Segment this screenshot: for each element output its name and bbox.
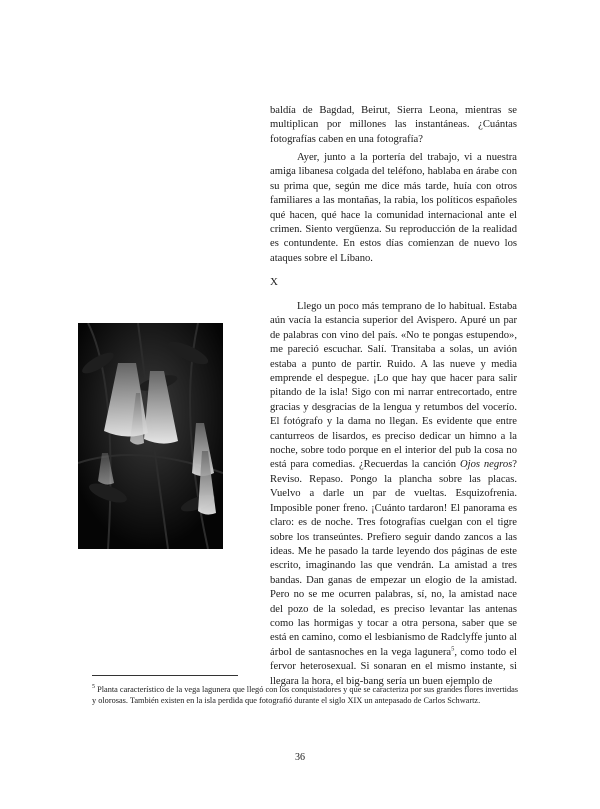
footnote-mark: 5 — [92, 684, 95, 690]
paragraph-3-part-b: ? Reviso. Repaso. Pongo la plancha sobre las placas. Vuelvo a darle un par de vueltas. Esquizofrenia. Imposible poner freno. ¡Cuánto tardaron! El panorama es claro: es de noche. Tres fotografías cuelgan con el tigre sobre los transeúntes. Prefiero seguir dando zancos a las ideas. Me he pasado la tarde leyendo dos páginas de este escrito, imaginando las que vendrán. La amistad a tres bandas. Dan ganas de empezar un elogio de la amistad. Pero no se me ocurren palabras, sí, no, la amistad nace del pozo de la soledad, es preciso levantar las antenas como las hormigas y tocar a otra persona, saber que se está en camino, como el lesbianismo de Radclyffe junto al árbol de santasnoches en la vega lagunera — [270, 459, 517, 658]
paragraph-1 — [270, 104, 517, 147]
song-title: Ojos negros — [459, 459, 513, 471]
photo-flowers-icon — [78, 323, 223, 549]
paragraph-2 — [270, 151, 517, 266]
footnote — [92, 682, 518, 706]
paragraph-3-text — [270, 300, 517, 689]
footnote-text: Planta característico de la vega lagunera que llegó con los conquistadores y que se caracteriza por sus grandes flores invertidas y olorosas. También existen en la isla perdida que fotografió durante el siglo XIX un antepasado de Carlos Schwartz. — [92, 684, 518, 705]
paragraph-3 — [270, 300, 517, 689]
page-number: 36 — [295, 752, 305, 763]
section-heading: X — [270, 276, 278, 288]
footnote-divider — [92, 675, 238, 676]
footnote-reference[interactable]: 5 — [451, 645, 455, 653]
paragraph-1-text: baldía de Bagdad, Beirut, Sierra Leona, mientras se multiplican por millones las instantáneas. ¿Cuántas fotografías caben en una fotografía? — [270, 105, 517, 145]
paragraph-2-text: Ayer, junto a la portería del trabajo, vi a nuestra amiga libanesa colgada del teléfono, hablaba en árabe con su prima que, según me dice más tarde, huía con otros familiares a las montañas, la rabia, los políticos españoles qué hacen, qué hace la comunidad internacional ante el crimen. Siento vergüenza. Su reproducción de la realidad es contundente. En estos días comienzan de nuevo los ataques sobre el Líbano. — [270, 152, 517, 264]
paragraph-3-part-a: Llego un poco más temprano de lo habitual. Estaba aún vacía la estancia superior del Avispero. Apuré un par de palabras con vino del país. «No te pongas estupendo», me pareció escuchar. Salí. Transitaba a solas, un avión estaba a punto de partir. Ruido. A las nueve y media emprende el despegue. ¡Lo que hay que hacer para salir pitando de la isla! Sigo con mi narrar entrecortado, entre gracias y desgracias de la lengua y retumbos del vocerío. El fotógrafo y la dama no llegan. Es evidente que entre canturreos de lisardos, es preciso dedicar un himno a la noche, sobre todo porque en el interior del pub la cosa no está para comedias. ¿Recuerdas la canción — [270, 301, 517, 471]
paragraph-3-part-c: , como todo el fervor heterosexual. Si sonaran en el mismo instante, si llegara la hora, el big-bang sería un buen ejemplo de — [270, 646, 518, 687]
